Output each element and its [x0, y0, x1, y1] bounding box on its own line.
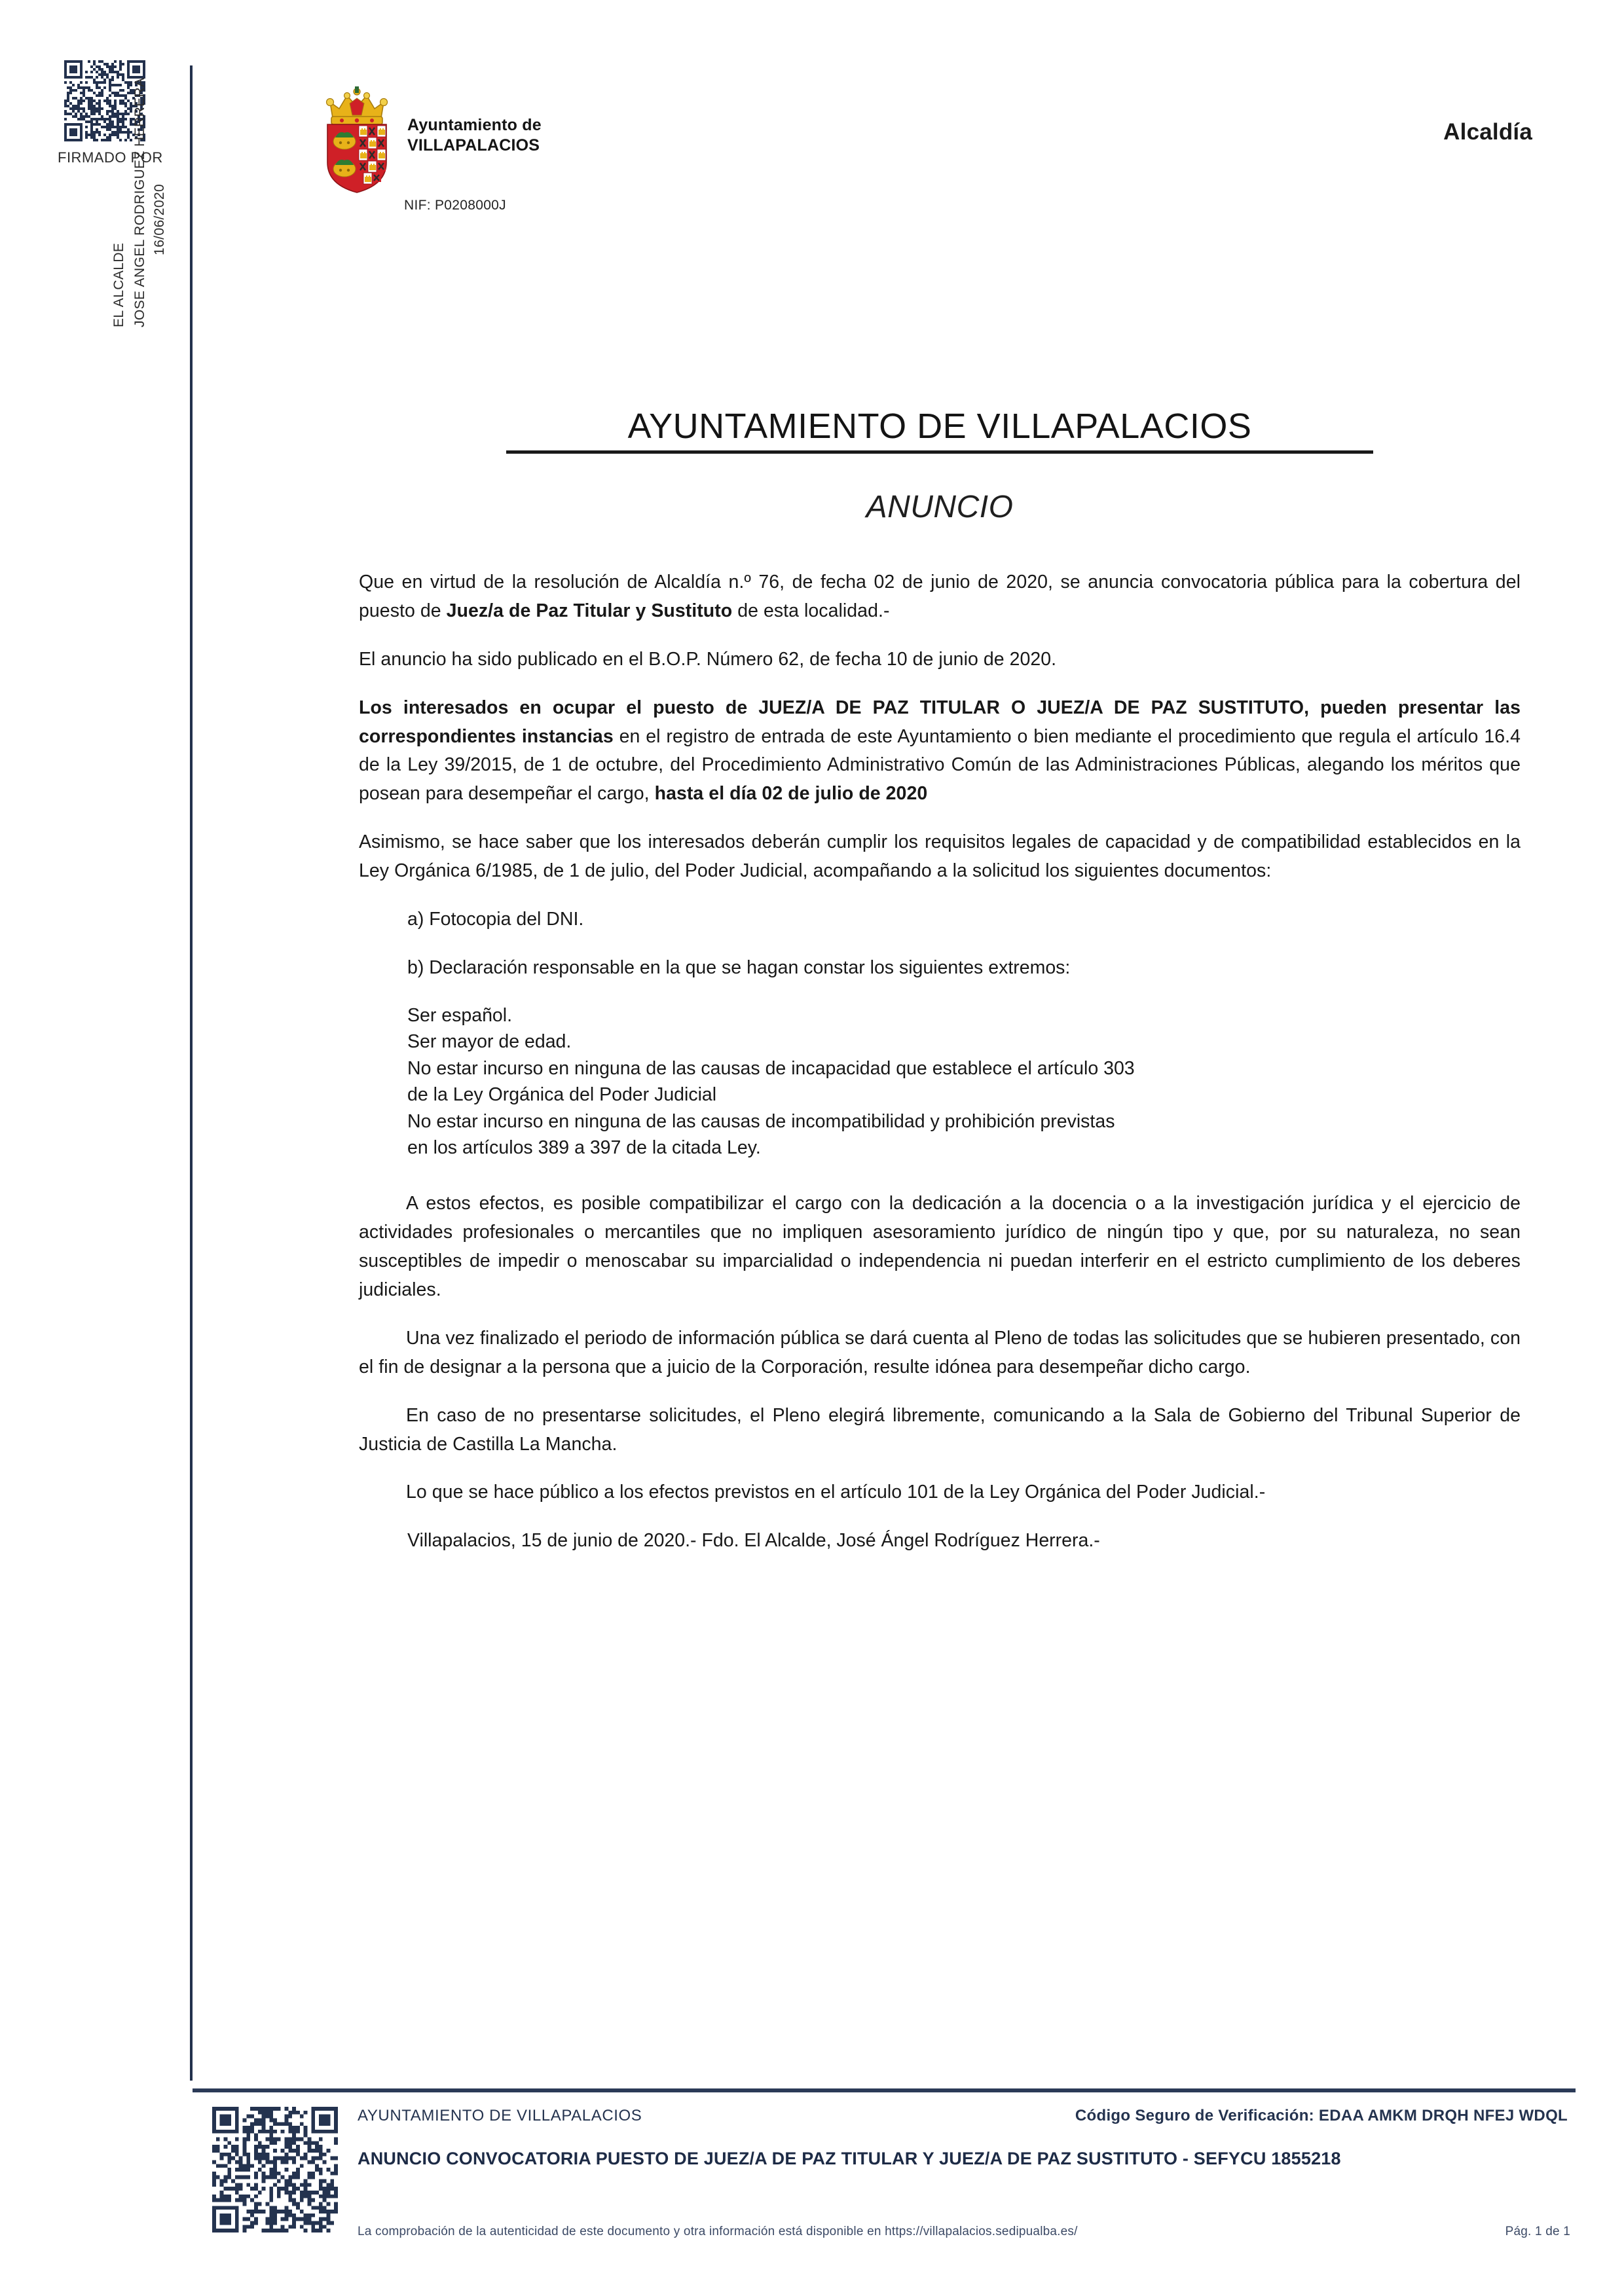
footer-authenticity-note: La comprobación de la autenticidad de este documento y otra información está disponible en https://villapalacios.sedipualba.es/: [358, 2225, 1078, 2238]
signer-role: EL ALCALDE: [111, 242, 126, 327]
firmado-por-label: FIRMADO POR: [58, 149, 163, 166]
paragraph-bop: El anuncio ha sido publicado en el B.O.P. Número 62, de fecha 10 de junio de 2020.: [359, 648, 1057, 670]
paragraph-interesados: [359, 694, 1521, 809]
title-underline: [506, 450, 1373, 454]
document-item-a: a) Fotocopia del DNI.: [407, 908, 584, 930]
list-item: Ser mayor de edad.: [407, 1031, 572, 1053]
signature-date: 16/06/2020: [152, 183, 167, 255]
signer-name: JOSE ANGEL RODRIGUEZ HERRERA: [132, 77, 147, 327]
coat-of-arms-icon: [316, 85, 398, 195]
list-item: en los artículos 389 a 397 de la citada Ley.: [407, 1137, 761, 1158]
p3-bold-lead: Los interesados en ocupar el puesto de JUEZ/A DE PAZ TITULAR O JUEZ/A DE PAZ SUSTITUTO, pueden presentar las correspondientes instancias: [359, 697, 1521, 747]
p3-bold-deadline: hasta el día 02 de julio de 2020: [654, 783, 928, 805]
document-item-b: b) Declaración responsable en la que se hagan constar los siguientes extremos:: [407, 957, 1071, 978]
page-title: AYUNTAMIENTO DE VILLAPALACIOS: [627, 407, 1252, 446]
footer-divider-line: [193, 2088, 1576, 2092]
footer-document-title: ANUNCIO CONVOCATORIA PUESTO DE JUEZ/A DE PAZ TITULAR Y JUEZ/A DE PAZ SUSTITUTO - SEFYCU 1855218: [358, 2149, 1341, 2168]
paragraph-asimismo: Asimismo, se hace saber que los interesados deberán cumplir los requisitos legales de capacidad y de compatibilidad establecidos en la Ley Orgánica 6/1985, de 1 de julio, del Poder Judicial, acompañando a la solicitud los siguientes documentos:: [359, 831, 1521, 881]
declaration-extremos-list: [359, 1002, 1521, 1161]
organization-name: [407, 115, 542, 155]
paragraph-sin-solicitudes: En caso de no presentarse solicitudes, el Pleno elegirá libremente, comunicando a la Sala de Gobierno del Tribunal Superior de Justicia de Castilla La Mancha.: [359, 1404, 1521, 1455]
department-label: Alcaldía: [1443, 119, 1532, 145]
document-closing-signature: Villapalacios, 15 de junio de 2020.- Fdo. El Alcalde, José Ángel Rodríguez Herrera.-: [407, 1530, 1100, 1552]
document-header: [191, 0, 1624, 236]
paragraph-publicacion: Lo que se hace público a los efectos previstos en el artículo 101 de la Ley Orgánica del Poder Judicial.-: [406, 1482, 1266, 1503]
list-item: No estar incurso en ninguna de las causas de incompatibilidad y prohibición previstas: [407, 1110, 1115, 1132]
p1-part-a: Que en virtud de la resolución de Alcaldía n.º 76, de fecha 02 de junio de 2020, se anuncia convocatoria pública para la cobertura del puesto de: [359, 572, 1521, 621]
list-item: No estar incurso en ninguna de las causas de incapacidad que establece el artículo 303: [407, 1057, 1135, 1079]
document-footer: [193, 2095, 1576, 2259]
p1-bold-puesto: Juez/a de Paz Titular y Sustituto: [446, 600, 733, 621]
document-subtitle: ANUNCIO: [866, 490, 1014, 524]
paragraph-pleno: Una vez finalizado el periodo de información pública se dará cuenta al Pleno de todas las solicitudes que se hubieren presentado, con el fin de designar a la persona que a juicio de la Corporación, resulte idónea para desempeñar dicho cargo.: [359, 1327, 1521, 1377]
org-line-1: Ayuntamiento de: [407, 116, 542, 134]
footer-organization: AYUNTAMIENTO DE VILLAPALACIOS: [358, 2107, 642, 2124]
p3-middle: en el registro de entrada de este Ayuntamiento o bien mediante el procedimiento que regula el artículo 16.4 de la Ley 39/2015, de 1 de octubre, del Procedimiento Administrativo Común de las Administraciones Públicas, alegando los méritos que posean para desempeñar el cargo,: [359, 725, 1521, 805]
list-item: Ser español.: [407, 1004, 513, 1026]
p1-part-b: de esta localidad.-: [732, 600, 890, 621]
paragraph-compatibilidad: A estos efectos, es posible compatibilizar el cargo con la dedicación a la docencia o a la investigación jurídica y el ejercicio de actividades profesionales o mercantiles que no impliquen asesoramiento jurídico de ningún tipo y que, por su naturaleza, no sean susceptibles de impedir o menoscabar su imparcialidad o independencia ni puedan interferir en el estricto cumplimiento de los deberes judiciales.: [359, 1193, 1521, 1301]
list-item: de la Ley Orgánica del Poder Judicial: [407, 1084, 717, 1106]
org-line-2: VILLAPALACIOS: [407, 136, 540, 155]
organization-nif: NIF: P0208000J: [404, 198, 506, 213]
document-body: [359, 406, 1521, 1556]
footer-qr-code-icon[interactable]: [212, 2107, 338, 2232]
page-number: Pág. 1 de 1: [1505, 2225, 1570, 2238]
paragraph-resolucion: [359, 568, 1521, 626]
sidebar-divider-line: [190, 65, 193, 2081]
signature-sidebar: [0, 0, 191, 2296]
verification-code: Código Seguro de Verificación: EDAA AMKM DRQH NFEJ WDQL: [1075, 2107, 1568, 2124]
